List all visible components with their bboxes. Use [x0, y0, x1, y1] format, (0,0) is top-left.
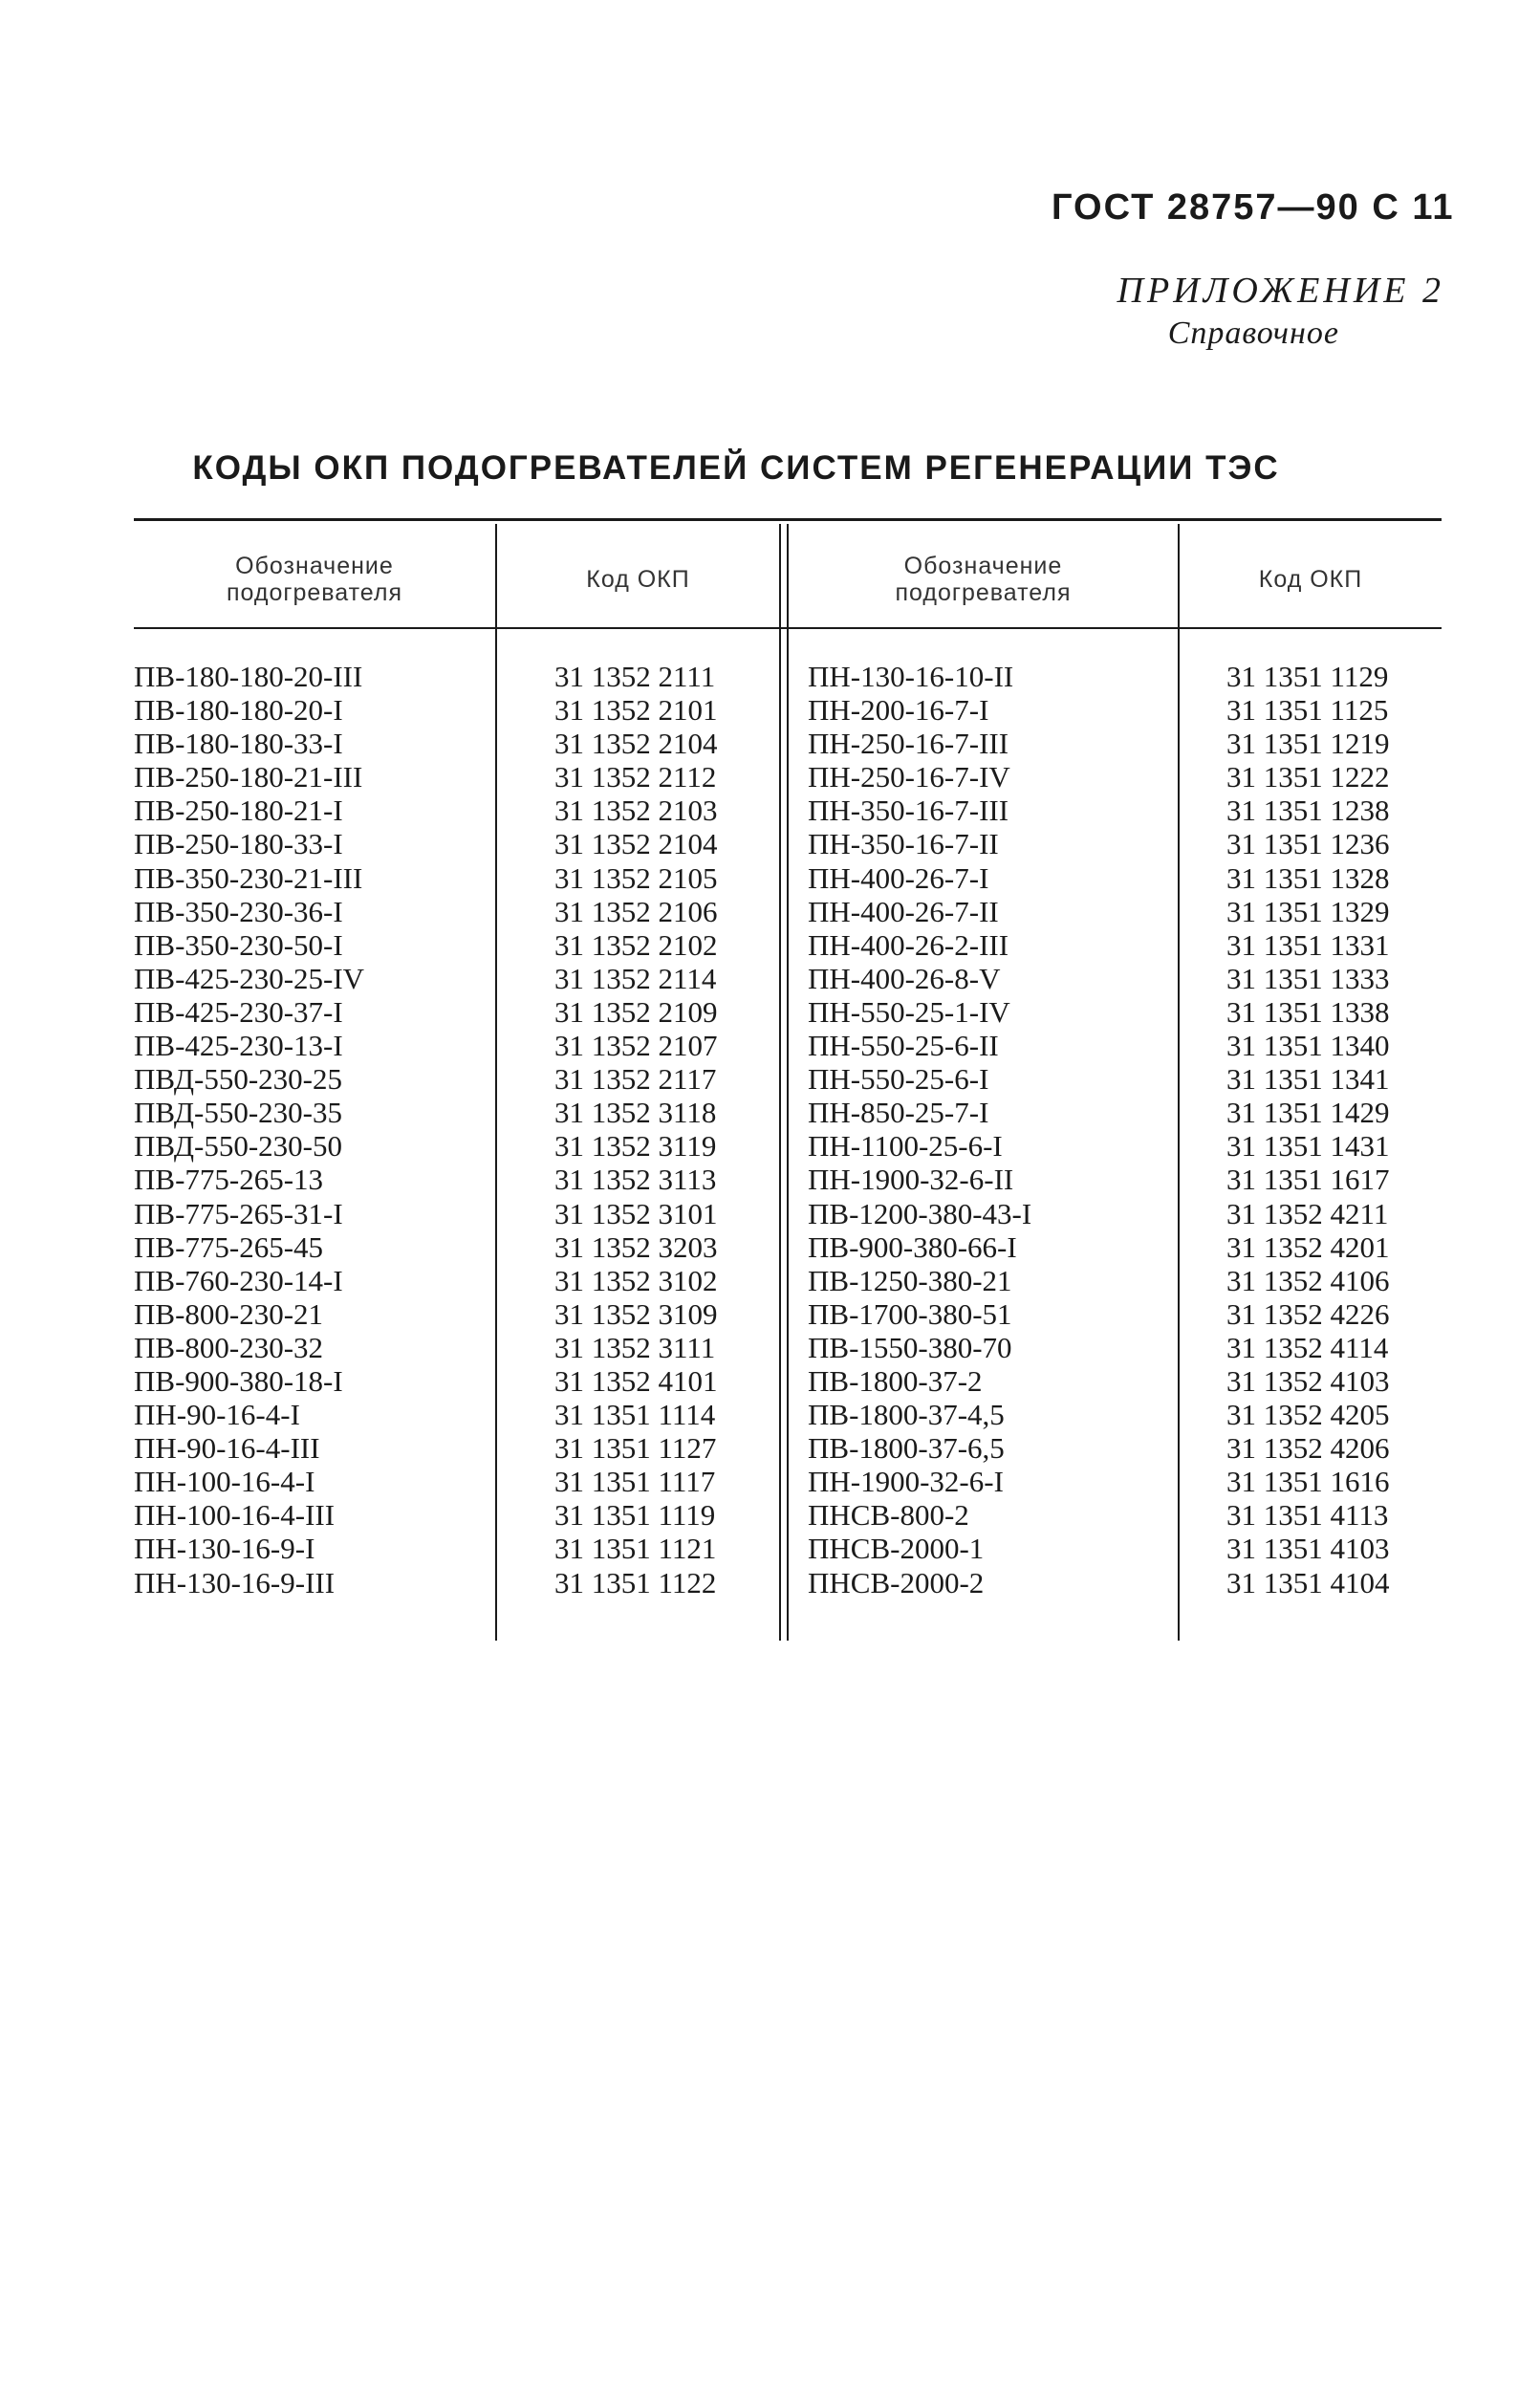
table-cell: ПВ-180-180-20-I [134, 693, 343, 728]
header-label: Код ОКП [1258, 566, 1363, 593]
table-cell: 31 1352 2106 [554, 894, 718, 928]
table-cell: 31 1352 2104 [554, 827, 718, 861]
header-label: Код ОКП [586, 566, 690, 593]
table-cell: ПВ-350-230-50-I [134, 927, 343, 962]
table-cell: 31 1351 1340 [1226, 1029, 1390, 1063]
table-cell: 31 1352 3119 [554, 1129, 717, 1164]
table-cell: ПВ-180-180-33-I [134, 727, 343, 761]
table-cell: ПН-850-25-7-I [808, 1096, 989, 1130]
table-cell: ПН-550-25-6-I [808, 1062, 989, 1097]
table-cell: 31 1352 2107 [554, 1029, 718, 1063]
table-cell: 31 1351 4103 [1226, 1532, 1390, 1566]
table-cell: ПВ-760-230-14-I [134, 1263, 343, 1297]
table-cell: ПН-1900-32-6-I [808, 1465, 1004, 1499]
header-code-left [497, 535, 779, 623]
table-cell: ПВ-250-180-21-III [134, 760, 363, 794]
table-cell: ПВД-550-230-50 [134, 1129, 342, 1164]
table-cell: ПН-550-25-1-IV [808, 994, 1010, 1029]
table-cell: ПН-400-26-7-I [808, 860, 989, 895]
table-cell: ПН-90-16-4-I [134, 1398, 300, 1432]
table-cell: ПВ-1800-37-2 [808, 1363, 983, 1398]
table-cell: 31 1351 1616 [1226, 1465, 1390, 1499]
table-cell: 31 1351 1122 [554, 1565, 717, 1599]
table-cell: ПВ-250-180-33-I [134, 827, 343, 861]
table-cell: 31 1352 2112 [554, 760, 717, 794]
designation-column-left [134, 660, 364, 1599]
table-cell: 31 1351 1338 [1226, 994, 1390, 1029]
table-cell: ПН-250-16-7-IV [808, 760, 1010, 794]
table-cell: 31 1352 2101 [554, 693, 718, 728]
header-label: подогревателя [895, 579, 1072, 606]
table-cell: 31 1352 4114 [1226, 1330, 1389, 1364]
table-cell: ПВ-900-380-66-I [808, 1229, 1017, 1264]
table-cell: ПВ-1800-37-6,5 [808, 1431, 1005, 1466]
appendix-title: ПРИЛОЖЕНИЕ 2 [1117, 271, 1444, 311]
table-cell: 31 1352 3118 [554, 1096, 717, 1130]
table-cell: 31 1351 1333 [1226, 961, 1390, 995]
table-cell: ПВ-900-380-18-I [134, 1363, 343, 1398]
table-cell: 31 1352 2102 [554, 927, 718, 962]
table-cell: ПВ-1700-380-51 [808, 1296, 1012, 1331]
table-cell: ПВ-800-230-21 [134, 1296, 324, 1331]
table-cell: ПН-130-16-10-II [808, 660, 1014, 693]
table-cell: 31 1352 4101 [554, 1363, 718, 1398]
table-cell: 31 1352 4226 [1226, 1296, 1390, 1331]
table-cell: 31 1351 1219 [1226, 727, 1390, 761]
header-designation-left [134, 535, 495, 623]
table-cell: ПН-400-26-8-V [808, 961, 1001, 995]
table-cell: 31 1351 1127 [554, 1431, 717, 1466]
table-cell: 31 1352 2114 [554, 961, 717, 995]
standard-number: ГОСТ 28757—90 С 11 [1052, 187, 1455, 228]
column-divider [1178, 524, 1180, 1641]
column-divider-double-b [787, 524, 789, 1641]
table-cell: ПН-130-16-9-III [134, 1565, 336, 1599]
table-cell: ПН-250-16-7-III [808, 727, 1009, 761]
table-cell: 31 1352 3109 [554, 1296, 718, 1331]
appendix-type: Справочное [1167, 315, 1339, 351]
column-divider [495, 524, 497, 1641]
table-cell: ПН-350-16-7-III [808, 794, 1009, 828]
table-cell: 31 1352 2109 [554, 994, 718, 1029]
table-cell: 31 1352 3101 [554, 1196, 718, 1230]
table-cell: ПНСВ-800-2 [808, 1498, 969, 1533]
table-cell: ПН-100-16-4-I [134, 1465, 315, 1499]
table-cell: 31 1351 1222 [1226, 760, 1390, 794]
header-label: Обозначение [235, 553, 394, 579]
table-cell: 31 1351 1341 [1226, 1062, 1390, 1097]
table-cell: ПН-90-16-4-III [134, 1431, 320, 1466]
table-cell: 31 1351 1129 [1226, 660, 1389, 693]
header-label: подогревателя [226, 579, 403, 606]
table-cell: 31 1352 3111 [554, 1330, 716, 1364]
table-cell: ПВ-775-265-45 [134, 1229, 324, 1264]
table-cell: 31 1352 4106 [1226, 1263, 1390, 1297]
table-cell: 31 1351 1617 [1226, 1163, 1390, 1197]
table-cell: ПВ-180-180-20-III [134, 660, 363, 693]
table-cell: ПВ-1250-380-21 [808, 1263, 1012, 1297]
table-cell: 31 1352 4206 [1226, 1431, 1390, 1466]
table-cell: ПНСВ-2000-2 [808, 1565, 985, 1599]
table-cell: ПН-100-16-4-III [134, 1498, 336, 1533]
table-cell: 31 1351 1125 [1226, 693, 1389, 728]
table-cell: 31 1351 1331 [1226, 927, 1390, 962]
table-cell: 31 1351 1114 [554, 1398, 716, 1432]
table-cell: ПН-350-16-7-II [808, 827, 999, 861]
table-cell: 31 1351 1117 [554, 1465, 716, 1499]
table-cell: 31 1351 1429 [1226, 1096, 1390, 1130]
table-cell: 31 1352 2117 [554, 1062, 717, 1097]
table-cell: ПН-130-16-9-I [134, 1532, 315, 1566]
table-cell: 31 1351 1119 [554, 1498, 716, 1533]
table-cell: 31 1352 2111 [554, 660, 716, 693]
table-cell: ПВ-250-180-21-I [134, 794, 343, 828]
table-cell: ПВ-775-265-13 [134, 1163, 324, 1197]
table-cell: 31 1351 1431 [1226, 1129, 1390, 1164]
table-cell: 31 1352 2105 [554, 860, 718, 895]
table-cell: 31 1351 1121 [554, 1532, 717, 1566]
table-cell: 31 1351 4113 [1226, 1498, 1389, 1533]
table-cell: ПВ-800-230-32 [134, 1330, 324, 1364]
table-cell: ПВ-425-230-13-I [134, 1029, 343, 1063]
table-cell: ПН-400-26-2-III [808, 927, 1009, 962]
header-designation-right [789, 535, 1178, 623]
designation-column-right [808, 660, 1031, 1599]
table-cell: 31 1352 4205 [1226, 1398, 1390, 1432]
table-cell: ПН-1900-32-6-II [808, 1163, 1014, 1197]
header-label: Обозначение [903, 553, 1063, 579]
table-cell: 31 1352 3102 [554, 1263, 718, 1297]
table-cell: 31 1351 4104 [1226, 1565, 1390, 1599]
table-cell: ПВ-425-230-37-I [134, 994, 343, 1029]
table-cell: ПН-1100-25-6-I [808, 1129, 1003, 1164]
table-cell: ПВ-350-230-21-III [134, 860, 363, 895]
table-cell: 31 1351 1236 [1226, 827, 1390, 861]
table-cell: ПВ-1800-37-4,5 [808, 1398, 1005, 1432]
table-cell: 31 1352 3203 [554, 1229, 718, 1264]
table-cell: 31 1351 1329 [1226, 894, 1390, 928]
table-cell: ПВ-350-230-36-I [134, 894, 343, 928]
table-cell: 31 1352 3113 [554, 1163, 717, 1197]
table-cell: ПВД-550-230-35 [134, 1096, 342, 1130]
table-cell: ПВ-1200-380-43-I [808, 1196, 1032, 1230]
table-cell: 31 1352 2104 [554, 727, 718, 761]
table-cell: ПНСВ-2000-1 [808, 1532, 985, 1566]
table-cell: ПН-400-26-7-II [808, 894, 999, 928]
table-cell: 31 1351 1238 [1226, 794, 1390, 828]
column-divider-double-a [779, 524, 781, 1641]
table-cell: ПВ-775-265-31-I [134, 1196, 343, 1230]
table-cell: ПВД-550-230-25 [134, 1062, 342, 1097]
table-title: КОДЫ ОКП ПОДОГРЕВАТЕЛЕЙ СИСТЕМ РЕГЕНЕРАЦИИ ТЭС [192, 449, 1280, 487]
table-cell: ПН-200-16-7-I [808, 693, 989, 728]
table-cell: 31 1352 4211 [1226, 1196, 1389, 1230]
table-cell: ПВ-425-230-25-IV [134, 961, 365, 995]
table-cell: 31 1352 2103 [554, 794, 718, 828]
code-column-left [554, 660, 718, 1599]
table-cell: 31 1352 4103 [1226, 1363, 1390, 1398]
table-cell: 31 1352 4201 [1226, 1229, 1390, 1264]
table-top-rule [134, 518, 1442, 521]
header-code-right [1180, 535, 1442, 623]
table-cell: ПВ-1550-380-70 [808, 1330, 1012, 1364]
code-column-right [1226, 660, 1390, 1599]
table-cell: ПН-550-25-6-II [808, 1029, 999, 1063]
table-cell: 31 1351 1328 [1226, 860, 1390, 895]
